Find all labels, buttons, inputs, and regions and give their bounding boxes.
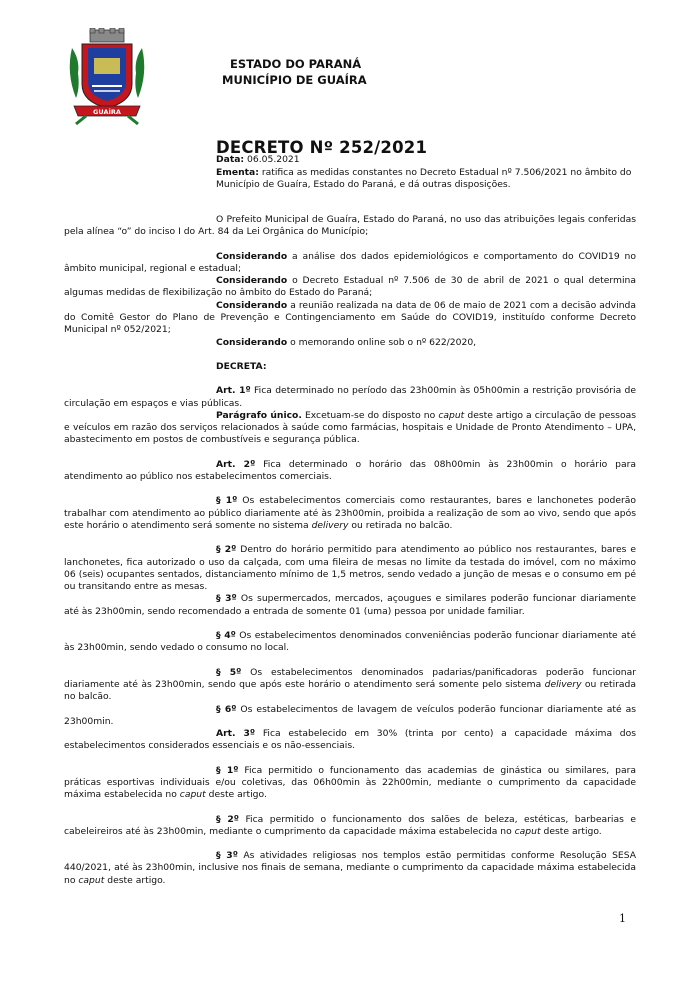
state-name: ESTADO DO PARANÁ [230,57,362,71]
art2-par5: § 5º Os estabelecimentos denominados padarias/panificadoras poderão funcionar diariamente até às 23h00min, sendo que após este horário o atendimento será somente pelo sistema delivery ou retirada no balcão. [64,666,637,703]
decree-body [64,214,636,887]
preamble: O Prefeito Municipal de Guaíra, Estado do Paraná, no uso das atribuições legais conferidas pela alínea “o” do inciso I do Art. 84 da Lei Orgânica do Município; [64,214,636,238]
art2-par2: § 2º Dentro do horário permitido para atendimento ao público nos restaurantes, bares e lanchonetes, fica autorizado o uso da calçada, com uma fileira de mesas no limite da testada do imóvel, com no máximo 06 (seis) ocupantes sentados, distanciamento mínimo de 1,5 metros, sendo vedado a junção de mesas e o consumo em pé ou transitando entre as mesas. [64,544,636,593]
art2-par1: § 1º Os estabelecimentos comerciais como restaurantes, bares e lanchonetes poderão trabalhar com atendimento ao público diariamente até às 23h00min, proibida a realização de som ao vivo, sendo que após este horário o atendimento será somente no sistema delivery ou retirada no balcão. [64,495,637,531]
art1-paragrafo-unico: Parágrafo único. Excetuam-se do disposto no caput deste artigo a circulação de pessoas e veículos em razão dos serviços relacionados à saúde como farmácias, hospitais e Unidade de Pronto Atendimento – UPA, abastecimento em postos de combustíveis e segurança pública. [64,409,637,446]
municipal-coat-of-arms [66,28,148,126]
decree-title: DECRETO Nº 252/2021 [216,138,428,157]
decree-date: Data: 06.05.2021 [216,154,300,165]
letterhead [222,56,367,88]
art3-par2: § 2º Fica permitido o funcionamento dos salões de beleza, estéticas, barbearias e cabeleireiros até às 23h00min, mediante o cumprimento da capacidade máxima estabelecida no caput deste artigo. [64,813,636,837]
art3: Art. 3º Fica estabelecido em 30% (trinta por cento) a capacidade máxima dos estabelecimentos considerados essenciais e os não-essenciais. [64,728,637,752]
art2-par3: § 3º Os supermercados, mercados, açougues e similares poderão funcionar diariamente até às 23h00min, sendo recomendado a entrada de somente 01 (uma) pessoa por unidade familiar. [64,593,637,617]
art2: Art. 2º Fica determinado o horário das 08h00min às 23h00min o horário para atendimento ao público nos estabelecimentos comerciais. [64,458,637,483]
art2-par4: § 4º Os estabelecimentos denominados conveniências poderão funcionar diariamente até às 23h00min, sendo vedado o consumo no local. [64,630,636,654]
decree-ementa: Ementa: ratifica as medidas constantes no Decreto Estadual nº 7.506/2021 no âmbito do Município de Guaíra, Estado do Paraná, e dá outras disposições. [216,166,632,190]
page-number: 1 [619,912,626,925]
art3-par1: § 1º Fica permitido o funcionamento das academias de ginástica ou similares, para práticas esportivas individuais e/ou coletivas, das 06h00min às 22h00min, mediante o cumprimento da capacidade máxima estabelecida no caput deste artigo. [64,764,636,801]
crest-label: GUAÍRA [93,108,121,116]
considerando-3: Considerando a reunião realizada na data de 06 de maio de 2021 com a decisão advinda do Comitê Gestor do Plano de Prevenção e Contingenciamento em Saúde do COVID19, instituído conforme Decreto Municipal nº 052/2021; [64,299,636,336]
art2-par6: § 6º Os estabelecimentos de lavagem de veículos poderão funcionar diariamente até as 23h00min. [64,703,637,727]
considerando-4: Considerando o memorando online sob o nº 622/2020, [216,336,477,348]
decree-meta [216,154,636,192]
art1: Art. 1º Fica determinado no período das 23h00min às 05h00min a restrição provisória de circulação em espaços e vias públicas. [64,385,637,409]
art3-par3: § 3º As atividades religiosas nos templos estão permitidas conforme Resolução SESA 440/2021, até às 23h00min, inclusive nos finais de semana, mediante o cumprimento da capacidade máxima estabelecida no caput deste artigo. [64,850,636,886]
municipality-name: MUNICÍPIO DE GUAÍRA [222,73,367,87]
considerando-1: Considerando a análise dos dados epidemiológicos e comportamento do COVID19 no âmbito municipal, regional e estadual; [64,250,636,274]
considerando-2: Considerando o Decreto Estadual nº 7.506 de 30 de abril de 2021 o qual determina algumas medidas de flexibilização no âmbito do Estado do Paraná; [64,275,636,299]
decreta-heading: DECRETA: [216,360,267,372]
